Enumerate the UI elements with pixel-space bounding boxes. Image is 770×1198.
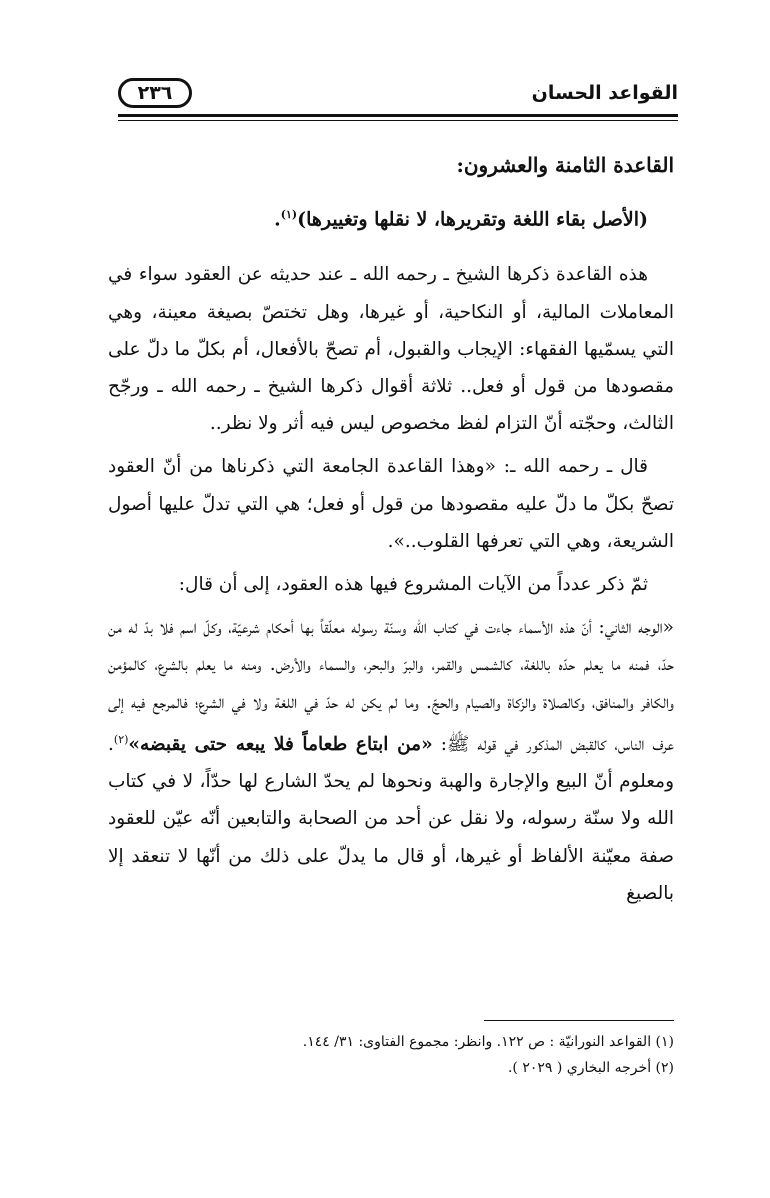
paragraph-4 [108, 609, 674, 912]
paragraph-1: هذه القاعدة ذكرها الشيخ ـ رحمه الله ـ عند حديثه عن العقود سواء في المعاملات المالية، أو النكاحية، أو غيرها، وهل تختصّ بصيغة معينة، وهي التي يسمّيها الفقهاء: الإيجاب والقبول، أم تصحّ بالأفعال، أم بكلّ ما دلّ على مقصودها من قول أو فعل.. ثلاثة أقوال ذكرها الشيخ ـ رحمه الله ـ ورجّح الثالث، وحجّته أنّ التزام لفظ مخصوص ليس فيه أثر ولا نظر.. [108, 264, 674, 435]
footnotes [108, 1020, 674, 1081]
header-rule-thick [118, 114, 678, 117]
hadith-quote: «من ابتاع طعاماً فلا يبعه حتى يقبضه» [128, 733, 433, 755]
footnote-separator [484, 1020, 674, 1021]
paragraph-2: قال ـ رحمه الله ـ: «وهذا القاعدة الجامعة التي ذكرناها من أنّ العقود تصحّ بكلّ ما دلّ عليه مقصودها من قول أو فعل؛ هي التي تدلّ عليها أصول الشريعة، وهي التي تعرفها القلوب..». [108, 456, 674, 552]
paragraph-3: ثمّ ذكر عدداً من الآيات المشروع فيها هذه العقود، إلى أن قال: [178, 573, 648, 595]
footnote-ref-1: (١) [280, 208, 298, 221]
footnote-2: (٢) أخرجه البخاري ( ٢٠٢٩ ). [507, 1060, 674, 1076]
rule-title: القاعدة الثامنة والعشرون: [456, 153, 674, 177]
page-body [108, 150, 674, 912]
paragraph-4-part-a: «الوجه الثاني: أنّ هذه الأسماء جاءت في كتاب الله وسنّة رسوله معلّقاً بها أحكام شرعيّة، وكلّ اسم فلا بدّ له من حدّ، فمنه ما يعلم حدّه باللغة، كالشمس والقمر، والبرّ والبحر، والسماء والأرض. ومنه ما يعلم بالشرع، كالمؤمن والكافر والمنافق، وكالصلاة والزكاة والصيام والحجّ. وما لم يكن له حدّ في اللغة ولا في الشرع؛ فالمرجع فيه إلى عرف الناس، كالقبض المذكور في قوله ﷺ: [108, 617, 674, 755]
rule-statement: (الأصل بقاء اللغة وتقريرها، لا نقلها وتغييرها)$^{(١)}$. [274, 208, 648, 231]
header-rule-thin [118, 120, 678, 121]
running-title: القواعد الحسان [531, 82, 678, 104]
rule-statement-text: (الأصل بقاء اللغة وتقريرها، لا نقلها وتغييرها) [297, 208, 648, 231]
page-header [118, 70, 678, 122]
footnote-1: (١) القواعد النورانيّة : ص ١٢٢. وانظر: مجموع الفتاوى: ٣١/ ١٤٤. [302, 1034, 674, 1050]
paragraph-4-part-b: . ومعلوم أنّ البيع والإجارة والهبة ونحوها لم يحدّ الشارع لها حدّاً، لا في كتاب الله ولا سنّة رسوله، ولا نقل عن أحد من الصحابة والتابعين أنّه عيّن للعقود صفة معيّنة الألفاظ أو غيرها، أو قال ما يدلّ على ذلك من أنّها لا تنعقد إلا بالصيغ [108, 733, 674, 904]
footnote-ref-2: (٢) [113, 732, 129, 746]
page-number-badge: ٢٣٦ [118, 78, 192, 108]
